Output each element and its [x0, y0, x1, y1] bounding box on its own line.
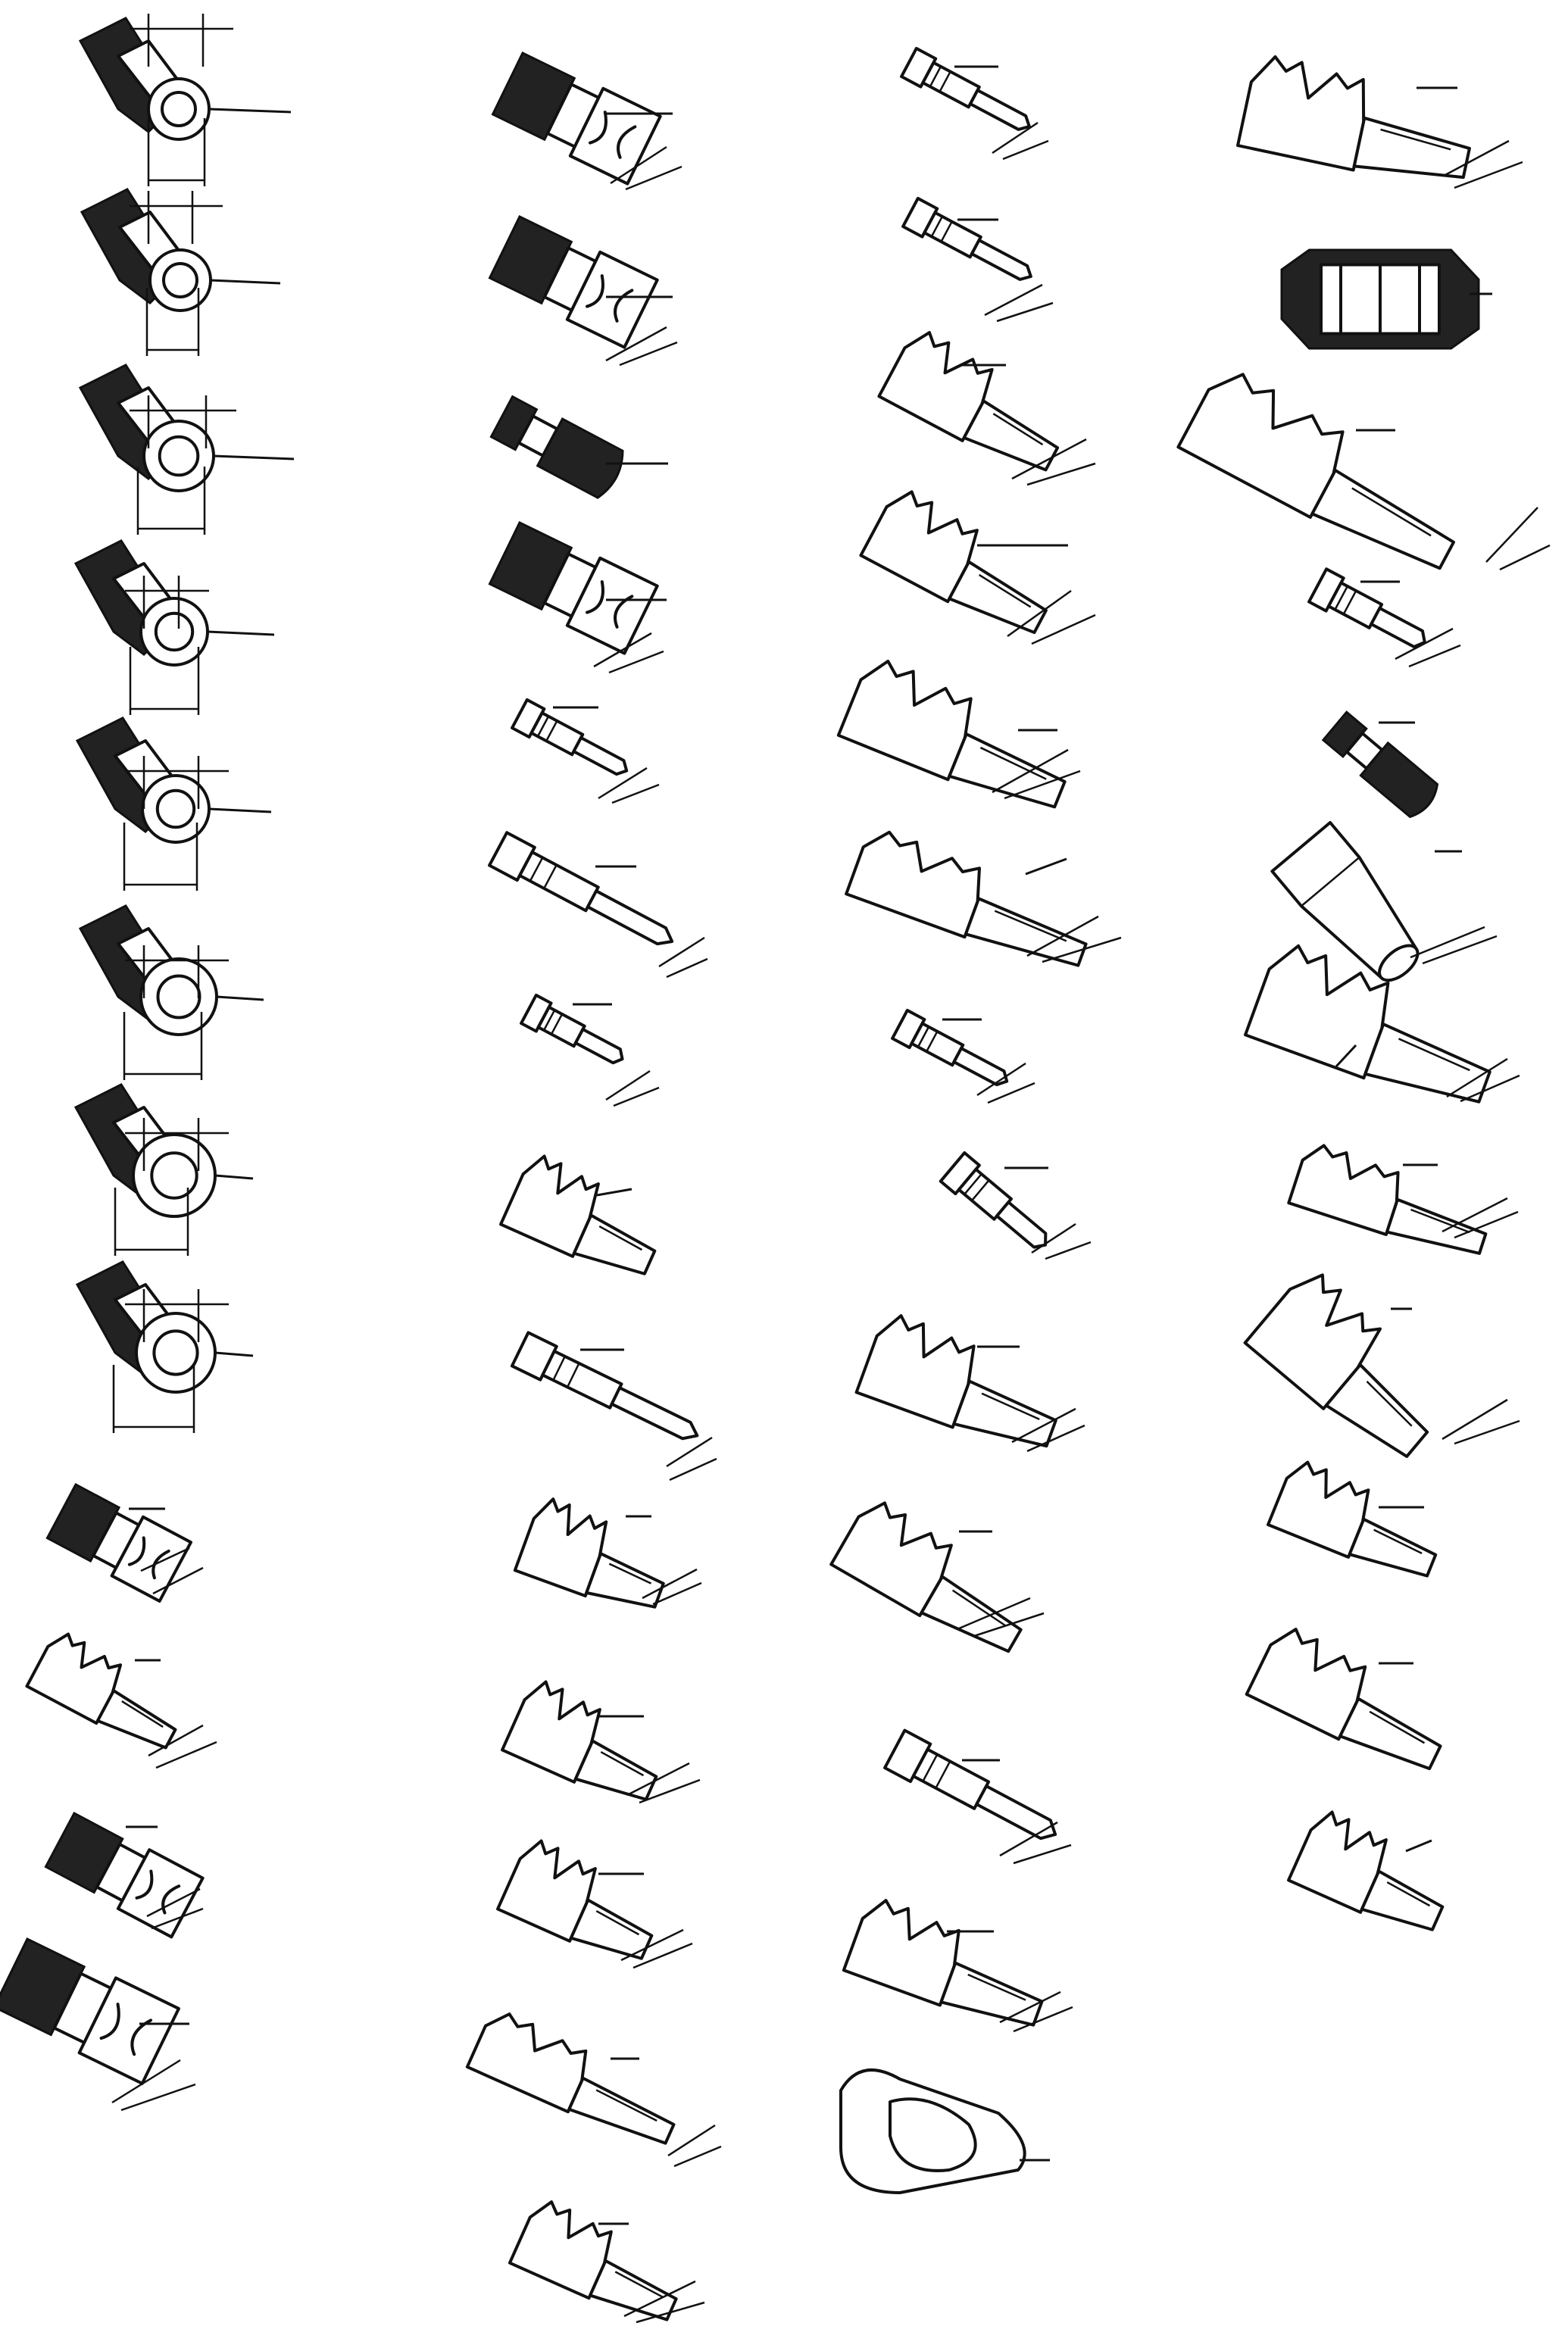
terminal-42: [1282, 250, 1492, 348]
terminal-19: [489, 832, 707, 977]
ring-terminal-3: [80, 365, 294, 535]
ring-terminal-7: [76, 1085, 253, 1256]
terminal-39: [844, 1895, 1073, 2037]
terminal-40: [841, 2070, 1050, 2193]
terminal-29: [903, 198, 1053, 321]
terminal-11: [27, 1628, 217, 1768]
terminal-31: [861, 485, 1095, 645]
terminal-37: [831, 1495, 1044, 1663]
terminal-26: [467, 2007, 721, 2166]
ring-terminal-6: [80, 906, 264, 1080]
terminal-41: [1238, 53, 1523, 192]
terminal-17: [489, 520, 667, 673]
terminal-30: [879, 326, 1095, 485]
terminal-22: [512, 1332, 717, 1480]
terminal-34: [892, 1010, 1035, 1103]
terminal-13: [0, 1936, 195, 2110]
terminal-27: [510, 2196, 704, 2331]
terminal-33: [846, 826, 1121, 977]
terminal-43: [1178, 364, 1550, 582]
terminal-24: [502, 1677, 700, 1812]
terminal-44: [1309, 569, 1460, 667]
terminal-23: [515, 1495, 701, 1619]
ring-terminal-4: [76, 541, 274, 715]
ring-terminal-8: [77, 1262, 253, 1433]
terminal-21: [501, 1151, 672, 1286]
ring-terminal-5: [77, 718, 271, 891]
ring-terminal-1: [80, 14, 291, 186]
terminal-32: [839, 654, 1082, 820]
terminal-49: [1245, 1265, 1520, 1469]
terminal-38: [885, 1731, 1071, 1863]
terminal-20: [521, 995, 659, 1106]
terminal-50: [1268, 1457, 1450, 1587]
terminal-18: [512, 700, 659, 803]
terminal-36: [857, 1310, 1085, 1460]
ring-terminal-2: [82, 189, 280, 356]
terminal-14: [492, 50, 682, 189]
terminal-12: [45, 1810, 203, 1937]
terminal-25: [498, 1836, 692, 1971]
terminal-45: [1321, 710, 1442, 821]
terminal-15: [489, 214, 677, 365]
terminal-48: [1288, 1141, 1518, 1264]
terminal-10: [46, 1481, 203, 1601]
terminal-51: [1247, 1622, 1459, 1781]
terminal-28: [901, 48, 1048, 159]
terminal-35: [941, 1153, 1091, 1259]
terminal-52: [1288, 1807, 1460, 1942]
terminal-16: [489, 393, 668, 501]
